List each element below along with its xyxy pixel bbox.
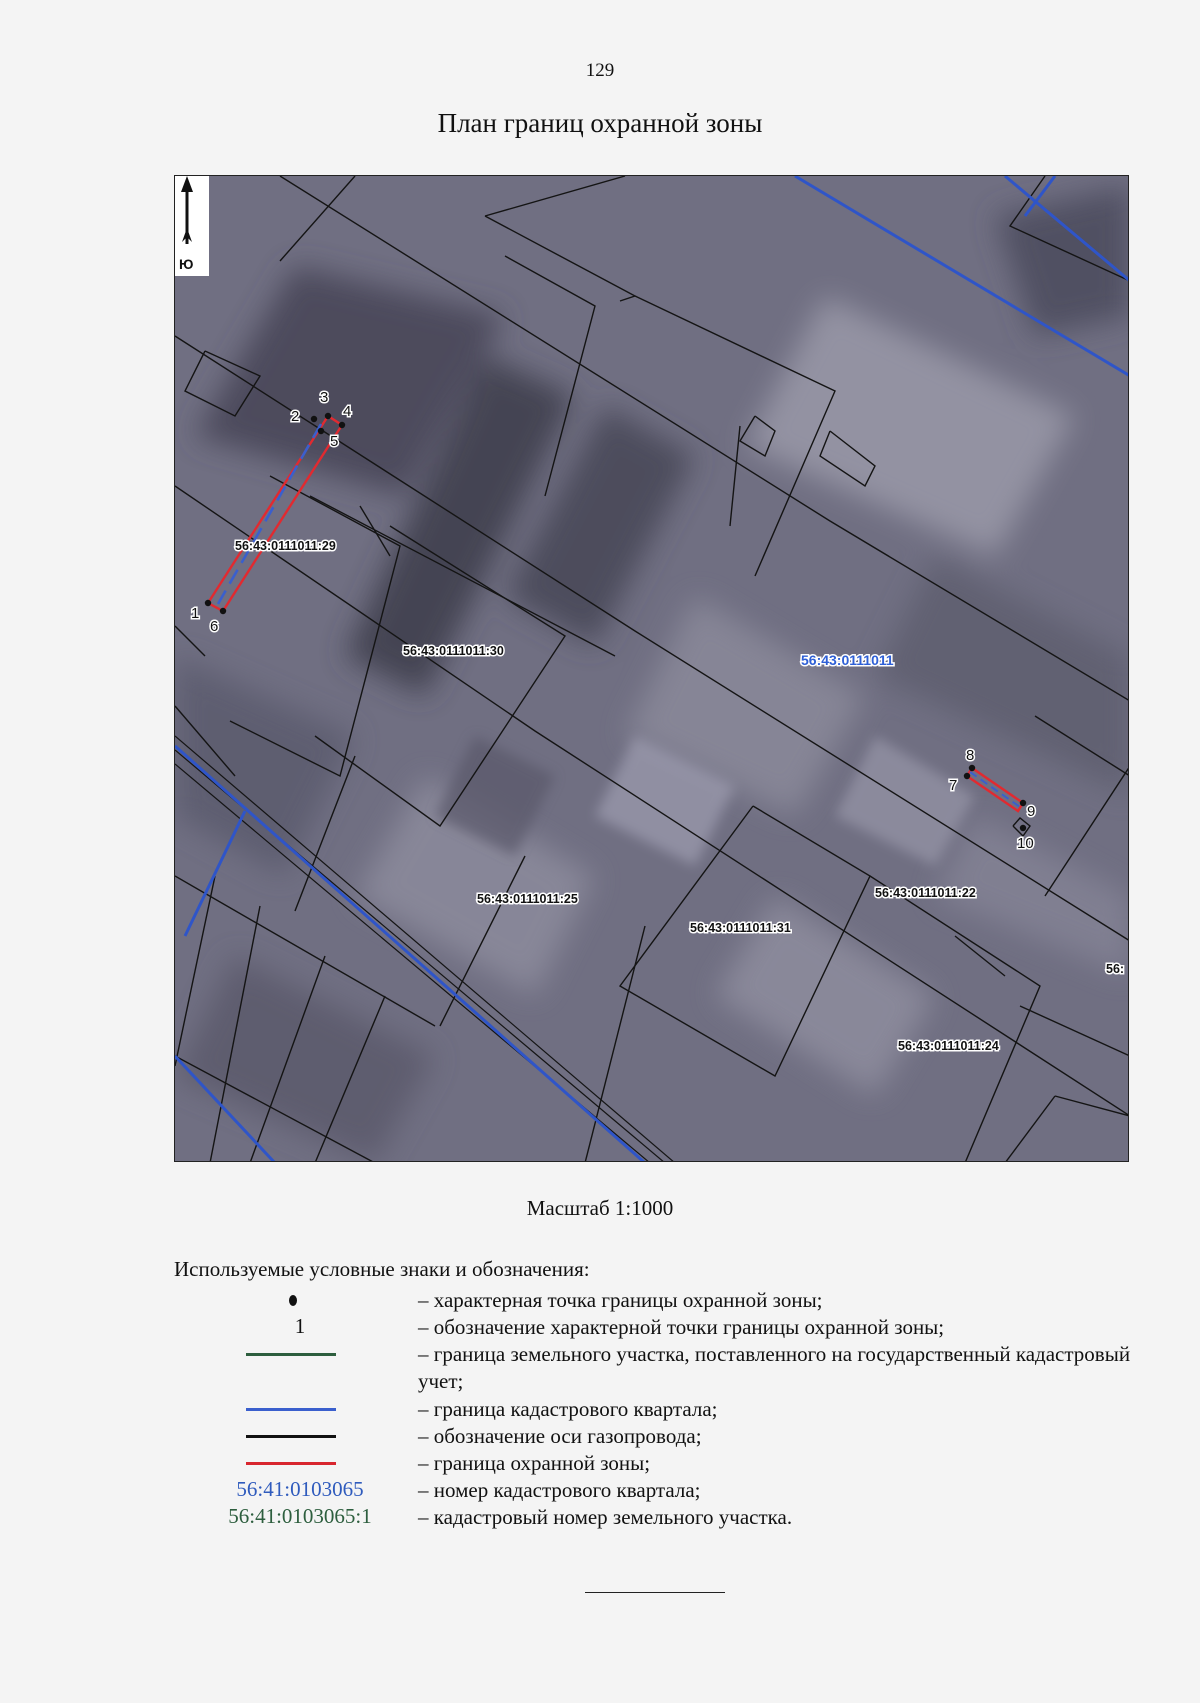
legend-row	[0, 1287, 1200, 1315]
legend-description: – обозначение оси газопровода;	[418, 1424, 702, 1448]
legend-row	[0, 1504, 1200, 1532]
page-number: 129	[585, 60, 615, 81]
page-title: План границ охранной зоны	[437, 108, 763, 138]
boundary-point	[311, 416, 317, 422]
north-arrow-label: Ю	[179, 256, 194, 272]
legend-description: – характерная точка границы охранной зоны;	[418, 1288, 823, 1312]
parcel-number: 56:43:0111011:25	[477, 892, 578, 906]
boundary-point	[325, 413, 331, 419]
legend-description: – кадастровый номер земельного участка.	[418, 1505, 793, 1529]
boundary-point	[969, 765, 975, 771]
legend-row	[0, 1341, 1200, 1393]
point-label: 1	[191, 605, 200, 622]
legend-row	[0, 1396, 1200, 1424]
legend-description: – граница охранной зоны;	[418, 1451, 651, 1475]
point-label: 10	[1017, 835, 1034, 852]
parcel-number: 56:43:0111011:30	[403, 644, 504, 658]
point-label: 6	[210, 618, 219, 635]
boundary-point	[220, 608, 226, 614]
boundary-point	[205, 600, 211, 606]
gas-axis-swatch	[246, 1435, 336, 1438]
boundary-point	[1020, 825, 1026, 831]
boundary-point	[339, 422, 345, 428]
legend-description: – номер кадастрового квартала;	[418, 1478, 701, 1502]
parcel-number: 56:43:0111011:29	[235, 539, 336, 553]
point-label: 4	[343, 403, 352, 420]
legend-row	[0, 1477, 1200, 1505]
point-marker-icon	[289, 1295, 297, 1306]
legend-symbol-text: 56:41:0103065	[236, 1477, 364, 1501]
parcel-number: 56:	[1106, 962, 1125, 976]
zone-boundary-swatch	[246, 1462, 336, 1465]
legend-row	[0, 1423, 1200, 1451]
legend-symbol-text: 1	[294, 1314, 306, 1338]
boundary-point	[964, 773, 970, 779]
point-label: 5	[330, 433, 339, 450]
map-scale: Масштаб 1:1000	[526, 1196, 674, 1220]
legend-description: – граница земельного участка, поставленного на государственный кадастровый учет;	[418, 1342, 1131, 1393]
boundary-point	[1020, 800, 1026, 806]
parcel-number: 56:43:0111011:22	[875, 886, 976, 900]
quarter-number: 56:43:0111011	[801, 652, 894, 668]
parcel-boundary-swatch	[246, 1353, 336, 1356]
legend-description: – обозначение характерной точки границы охранной зоны;	[418, 1315, 945, 1339]
legend-row	[0, 1450, 1200, 1478]
quarter-boundary-swatch	[246, 1408, 336, 1411]
point-label: 3	[320, 389, 329, 406]
cadastral-map[interactable]	[174, 175, 1129, 1162]
point-label: 9	[1027, 803, 1036, 820]
point-label: 2	[291, 408, 300, 425]
parcel-number: 56:43:0111011:24	[898, 1039, 999, 1053]
north-arrow-icon	[175, 176, 209, 276]
legend-symbol-text: 56:41:0103065:1	[228, 1504, 372, 1528]
point-label: 7	[949, 777, 958, 794]
boundary-point	[318, 428, 324, 434]
legend-title: Используемые условные знаки и обозначения:	[174, 1257, 590, 1281]
footer-divider	[585, 1592, 725, 1593]
point-label: 8	[966, 747, 975, 764]
aerial-photo	[175, 176, 1129, 1162]
parcel-number: 56:43:0111011:31	[690, 921, 791, 935]
legend-description: – граница кадастрового квартала;	[418, 1397, 718, 1421]
legend-row	[0, 1314, 1200, 1342]
